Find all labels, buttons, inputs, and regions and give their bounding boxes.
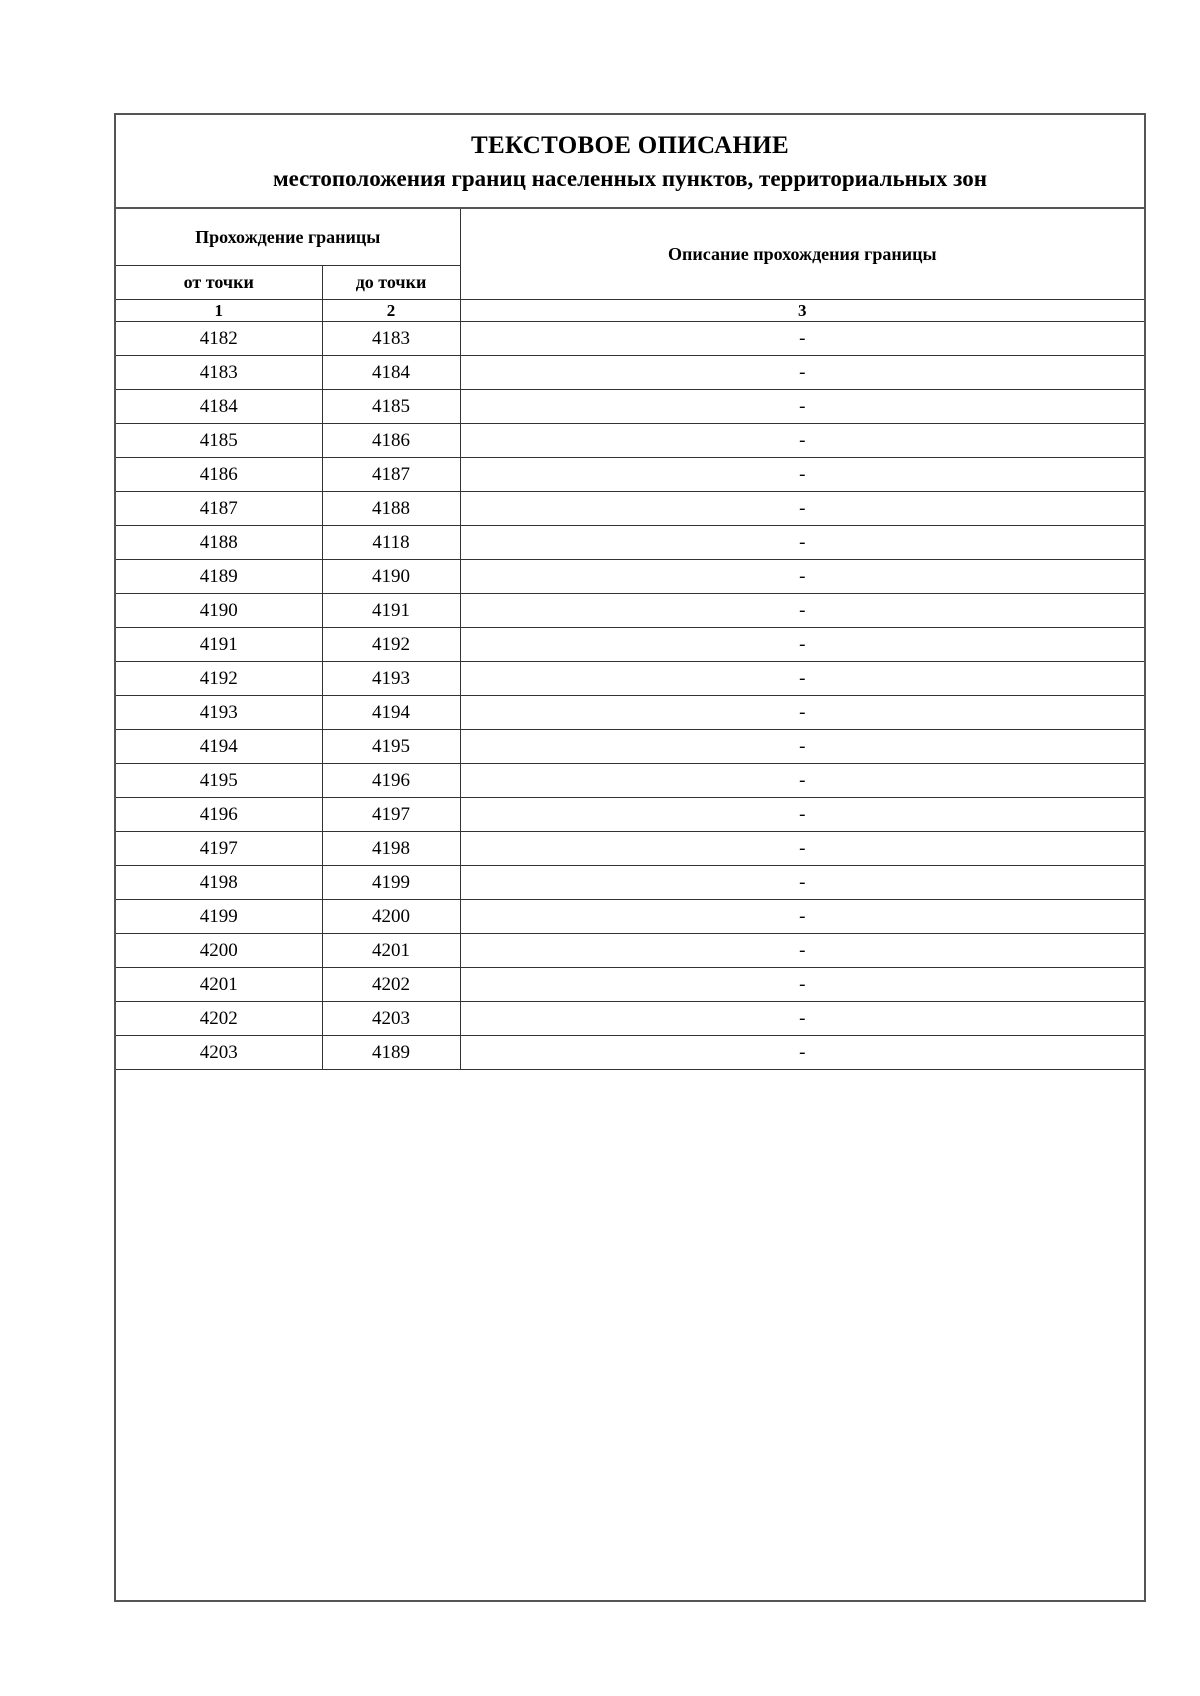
- table-row: [116, 628, 1144, 662]
- cell-to-point: 4196: [322, 764, 460, 798]
- cell-from-point: 4198: [116, 866, 322, 900]
- cell-from-point: 4182: [116, 322, 322, 356]
- cell-description: -: [460, 662, 1144, 696]
- table-row: [116, 424, 1144, 458]
- cell-to-point: 4189: [322, 1036, 460, 1070]
- column-number-3: 3: [460, 300, 1144, 322]
- cell-description: -: [460, 934, 1144, 968]
- cell-from-point: 4196: [116, 798, 322, 832]
- table-row: [116, 526, 1144, 560]
- cell-description: -: [460, 696, 1144, 730]
- table-row: [116, 866, 1144, 900]
- cell-from-point: 4191: [116, 628, 322, 662]
- table-row: [116, 356, 1144, 390]
- cell-from-point: 4202: [116, 1002, 322, 1036]
- document-title: ТЕКСТОВОЕ ОПИСАНИЕ: [471, 132, 789, 159]
- cell-from-point: 4199: [116, 900, 322, 934]
- table-row: [116, 1036, 1144, 1070]
- cell-to-point: 4118: [322, 526, 460, 560]
- cell-to-point: 4183: [322, 322, 460, 356]
- cell-description: -: [460, 526, 1144, 560]
- table-row: [116, 968, 1144, 1002]
- cell-from-point: 4190: [116, 594, 322, 628]
- table-row: [116, 662, 1144, 696]
- cell-from-point: 4193: [116, 696, 322, 730]
- table-row: [116, 798, 1144, 832]
- table-row: [116, 832, 1144, 866]
- cell-from-point: 4186: [116, 458, 322, 492]
- header-boundary-passage: Прохождение границы: [116, 209, 460, 266]
- table-row: [116, 322, 1144, 356]
- table-row: [116, 900, 1144, 934]
- cell-description: -: [460, 390, 1144, 424]
- cell-from-point: 4188: [116, 526, 322, 560]
- document-subtitle: местоположения границ населенных пунктов, территориальных зон: [273, 166, 987, 191]
- cell-description: -: [460, 866, 1144, 900]
- cell-from-point: 4189: [116, 560, 322, 594]
- cell-description: -: [460, 424, 1144, 458]
- cell-from-point: 4185: [116, 424, 322, 458]
- table-row: [116, 1002, 1144, 1036]
- table-row: [116, 492, 1144, 526]
- table-row: [116, 696, 1144, 730]
- cell-to-point: 4197: [322, 798, 460, 832]
- cell-from-point: 4201: [116, 968, 322, 1002]
- cell-to-point: 4195: [322, 730, 460, 764]
- document-frame: [114, 113, 1146, 1602]
- cell-to-point: 4200: [322, 900, 460, 934]
- table-row: [116, 730, 1144, 764]
- cell-to-point: 4185: [322, 390, 460, 424]
- header-to-point: до точки: [322, 266, 460, 300]
- cell-description: -: [460, 764, 1144, 798]
- cell-description: -: [460, 968, 1144, 1002]
- cell-to-point: 4184: [322, 356, 460, 390]
- column-number-2: 2: [322, 300, 460, 322]
- table-row: [116, 594, 1144, 628]
- table-row: [116, 934, 1144, 968]
- cell-description: -: [460, 1002, 1144, 1036]
- cell-to-point: 4187: [322, 458, 460, 492]
- cell-from-point: 4200: [116, 934, 322, 968]
- cell-description: -: [460, 492, 1144, 526]
- cell-from-point: 4203: [116, 1036, 322, 1070]
- cell-description: -: [460, 322, 1144, 356]
- cell-to-point: 4186: [322, 424, 460, 458]
- cell-to-point: 4193: [322, 662, 460, 696]
- cell-description: -: [460, 900, 1144, 934]
- cell-description: -: [460, 798, 1144, 832]
- cell-description: -: [460, 594, 1144, 628]
- cell-to-point: 4198: [322, 832, 460, 866]
- cell-to-point: 4199: [322, 866, 460, 900]
- cell-from-point: 4192: [116, 662, 322, 696]
- cell-to-point: 4203: [322, 1002, 460, 1036]
- cell-from-point: 4187: [116, 492, 322, 526]
- cell-to-point: 4191: [322, 594, 460, 628]
- column-number-1: 1: [116, 300, 322, 322]
- cell-description: -: [460, 730, 1144, 764]
- cell-to-point: 4201: [322, 934, 460, 968]
- cell-description: -: [460, 1036, 1144, 1070]
- cell-description: -: [460, 832, 1144, 866]
- cell-description: -: [460, 458, 1144, 492]
- cell-from-point: 4194: [116, 730, 322, 764]
- cell-from-point: 4183: [116, 356, 322, 390]
- cell-to-point: 4202: [322, 968, 460, 1002]
- cell-description: -: [460, 356, 1144, 390]
- table-row: [116, 390, 1144, 424]
- header-description: Описание прохождения границы: [460, 209, 1144, 300]
- cell-from-point: 4197: [116, 832, 322, 866]
- cell-to-point: 4192: [322, 628, 460, 662]
- cell-from-point: 4184: [116, 390, 322, 424]
- cell-description: -: [460, 560, 1144, 594]
- title-block: [116, 115, 1144, 209]
- table-row: [116, 458, 1144, 492]
- cell-from-point: 4195: [116, 764, 322, 798]
- cell-to-point: 4194: [322, 696, 460, 730]
- cell-description: -: [460, 628, 1144, 662]
- table-row: [116, 560, 1144, 594]
- table-body: [116, 322, 1144, 1070]
- table-row: [116, 764, 1144, 798]
- cell-to-point: 4188: [322, 492, 460, 526]
- boundary-table: [116, 209, 1144, 1070]
- cell-to-point: 4190: [322, 560, 460, 594]
- header-from-point: от точки: [116, 266, 322, 300]
